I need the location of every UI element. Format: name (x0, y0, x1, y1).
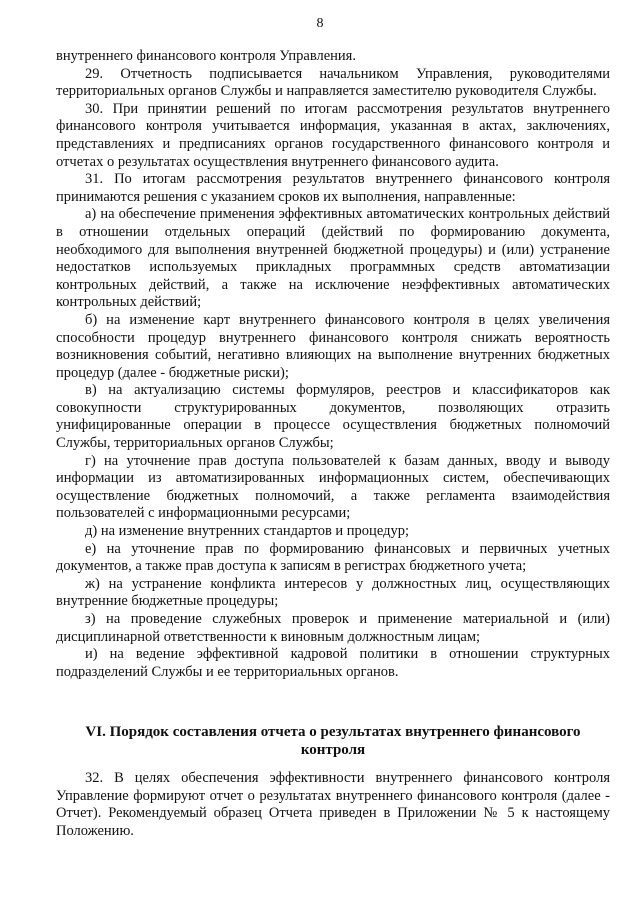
list-item-zh: ж) на устранение конфликта интересов у должностных лиц, осуществляющих внутренние бюджетные процедуры; (56, 575, 610, 610)
paragraph-32: 32. В целях обеспечения эффективности внутреннего финансового контроля Управление формируют отчет о результатах внутреннего финансового контроля (далее - Отчет). Рекомендуемый образец Отчета приведен в Приложении № 5 к настоящему Положению. (56, 770, 610, 839)
list-item-b: б) на изменение карт внутреннего финансового контроля в целях увеличения способности процедур внутреннего финансового контроля снижать вероятность возникновения событий, негативно влияющих на выполнение внутренних бюджетных процедур (далее - бюджетные риски); (56, 311, 610, 381)
document-body (56, 48, 610, 681)
list-item-i: и) на ведение эффективной кадровой политики в отношении структурных подразделений Службы и ее территориальных органов. (56, 646, 610, 680)
paragraph-30: 30. При принятии решений по итогам рассмотрения результатов внутреннего финансового контроля учитывается информация, указанная в актах, заключениях, представлениях и предписаниях органов государственного финансового контроля и отчетах о результатах осуществления внутреннего финансового аудита. (56, 100, 610, 170)
paragraph-29: 29. Отчетность подписывается начальником Управления, руководителями территориальных органов Службы и направляется заместителю руководителя Службы. (56, 65, 610, 100)
section-heading-line-2: контроля (300, 742, 366, 758)
page-number: 8 (316, 16, 324, 31)
paragraph-continuation: внутреннего финансового контроля Управления. (56, 48, 356, 64)
list-item-a: а) на обеспечение применения эффективных автоматических контрольных действий в отношении отдельных операций (действий по формированию документа, необходимого для выполнения внутренней бюджетной процедуры) и (или) устранение недостатков используемых прикладных программных средств автоматизации контрольных действий, а также на исключение неэффективных автоматических контрольных действий; (56, 206, 610, 311)
section-body (56, 770, 610, 840)
list-item-d: д) на изменение внутренних стандартов и процедур; (85, 523, 409, 540)
section-heading (56, 723, 610, 759)
list-item-e: е) на уточнение прав по формированию финансовых и первичных учетных документов, а также прав доступа к записям в регистрах бюджетного учета; (56, 540, 610, 575)
paragraph-31: 31. По итогам рассмотрения результатов внутреннего финансового контроля принимаются решения с указанием сроков их выполнения, направленные: (56, 171, 610, 205)
section-heading-line-1: VI. Порядок составления отчета о результатах внутреннего финансового (85, 724, 581, 740)
list-item-v: в) на актуализацию системы формуляров, реестров и классификаторов как совокупности структурированных документов, позволяющих отразить унифицированные операции в процессе осуществления бюджетных полномочий Службы, территориальных органов Службы; (56, 382, 610, 452)
list-item-g: г) на уточнение прав доступа пользователей к базам данных, вводу и выводу информации из автоматизированных информационных систем, обеспечивающих осуществление бюджетных полномочий, а также регламента взаимодействия пользователей с информационными ресурсами; (56, 452, 610, 522)
list-item-z: з) на проведение служебных проверок и применение материальной и (или) дисциплинарной ответственности к виновным должностным лицам; (56, 611, 610, 645)
